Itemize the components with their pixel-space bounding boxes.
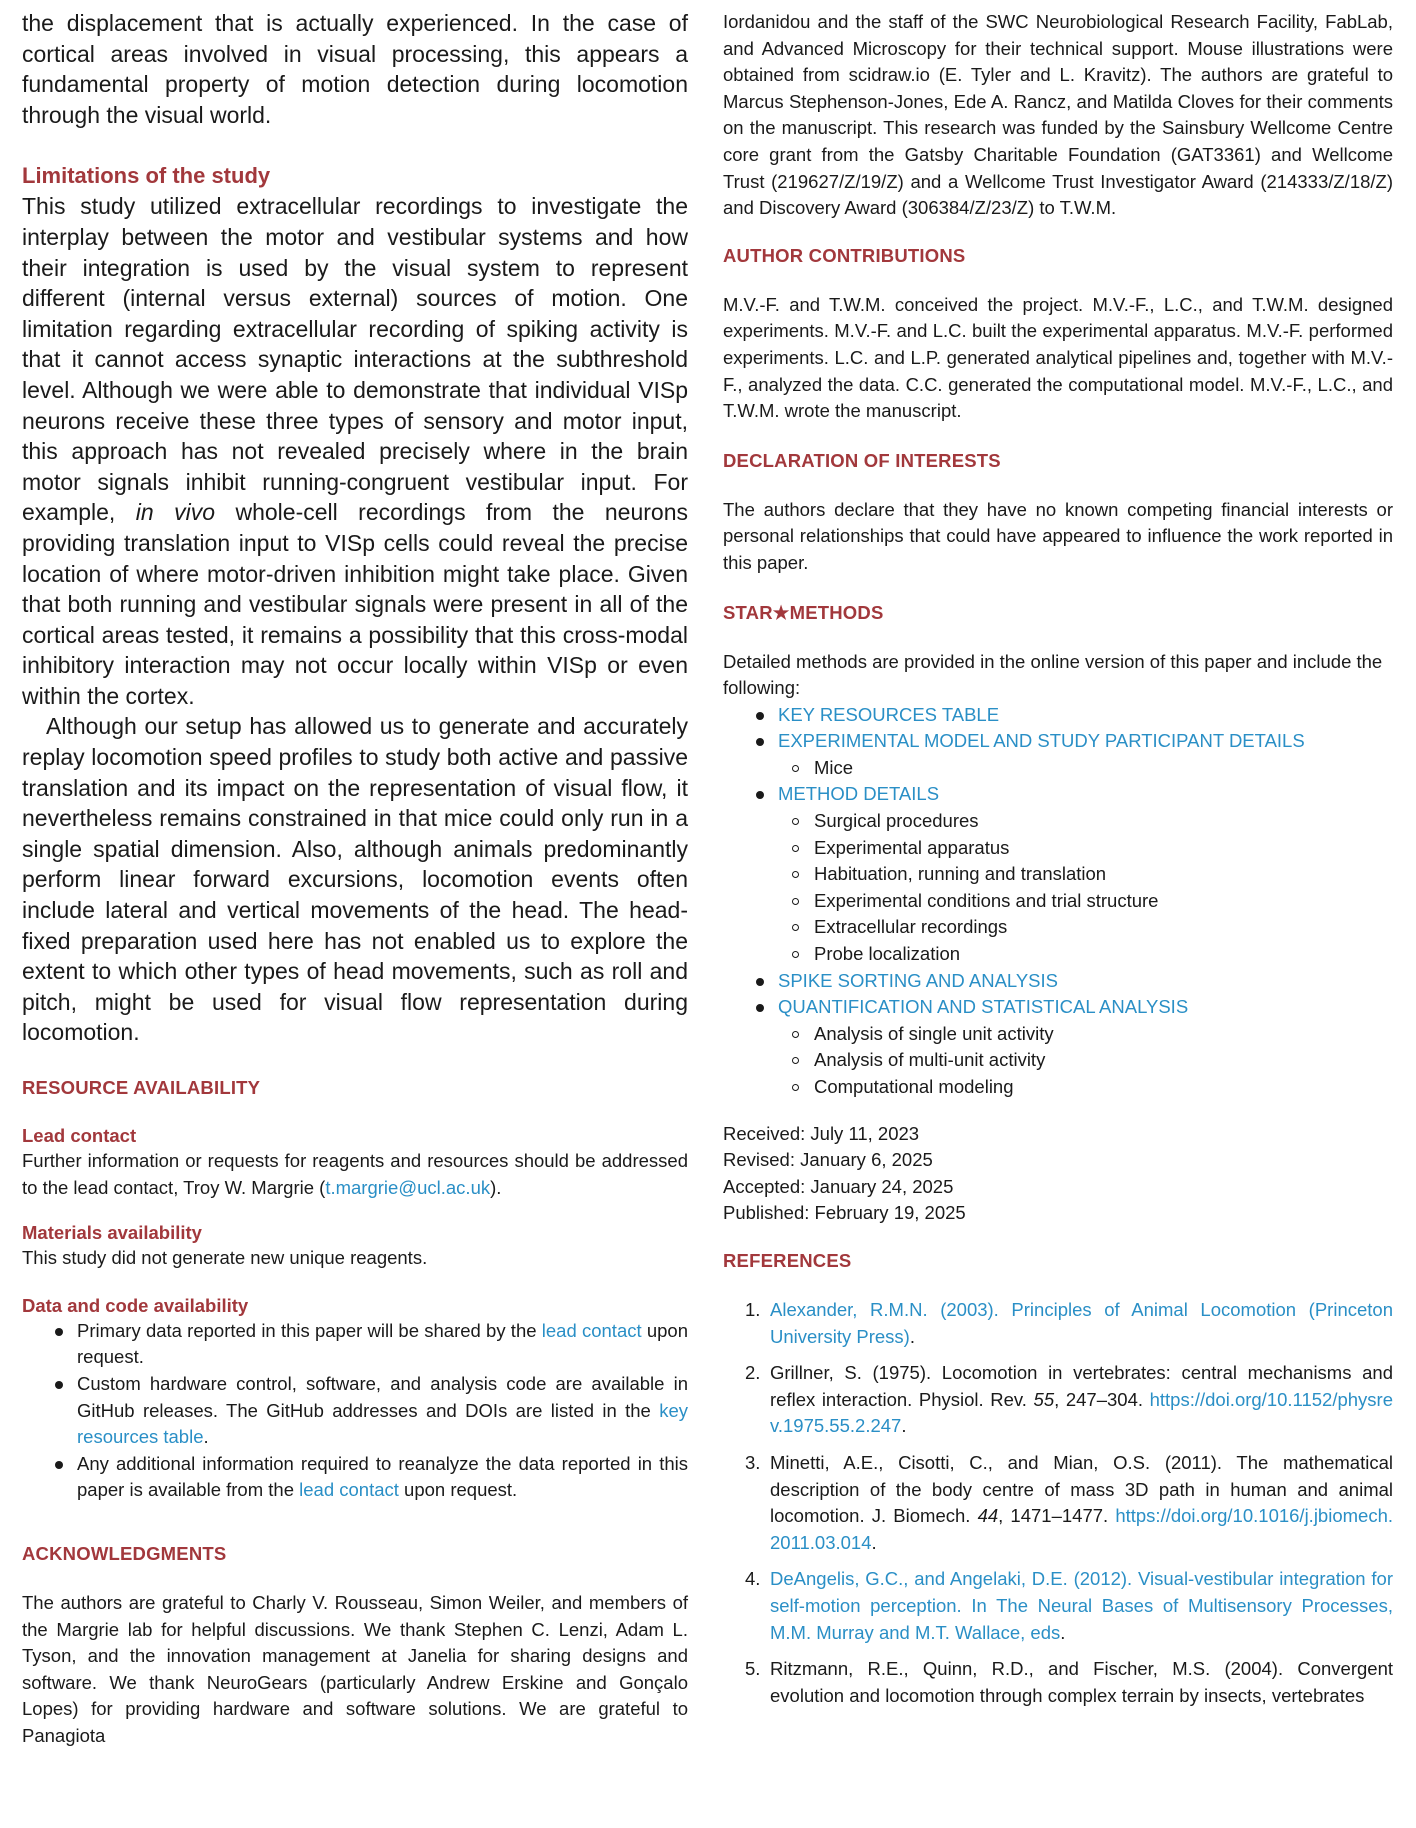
methods-item	[756, 968, 1393, 995]
data-code-availability-list	[55, 1318, 688, 1504]
circle-bullet-icon	[792, 871, 799, 878]
methods-item	[756, 728, 1393, 755]
bullet-icon	[756, 712, 764, 720]
methods-section-link[interactable]: SPIKE SORTING AND ANALYSIS	[778, 969, 1058, 991]
acknowledgments-heading: ACKNOWLEDGMENTS	[22, 1542, 227, 1564]
circle-bullet-icon	[792, 818, 799, 825]
left-column	[22, 0, 688, 1750]
methods-item	[756, 994, 1393, 1021]
bullet-icon	[55, 1381, 63, 1389]
references-heading: REFERENCES	[723, 1249, 852, 1271]
reference-item: 5. Ritzmann, R.E., Quinn, R.D., and Fischer, M.S. (2004). Convergent evolution and locomotion through complex terrain by insects, vertebrates	[745, 1658, 1393, 1706]
circle-bullet-icon	[792, 898, 799, 905]
methods-section-link[interactable]: QUANTIFICATION AND STATISTICAL ANALYSIS	[778, 996, 1189, 1018]
limitations-paragraph-1: This study utilized extracellular recordings to investigate the interplay between the motor and vestibular systems and how their integration is used by the visual system to represent different (internal versus external) sources of motion. One limitation regarding extracellular recording of spiking activity is that it cannot access synaptic interactions at the subthreshold level. Although we were able to demonstrate that individual VISp neurons receive these three types of sensory and motor input, this approach has not revealed precisely where in the brain motor signals inhibit running-congruent vestibular input. For example, in vivo whole-cell recordings from the neurons providing translation input to VISp cells could reveal the precise location of where motor-driven inhibition might take place. Given that both running and vestibular signals were present in all of the cortical areas tested, it remains a possibility that this cross-modal inhibitory interaction may not occur locally within VISp or even within the cortex.	[22, 193, 688, 709]
methods-section-link[interactable]: EXPERIMENTAL MODEL AND STUDY PARTICIPANT DETAILS	[778, 730, 1305, 752]
methods-subitem	[756, 941, 1393, 968]
lead-contact-link[interactable]: lead contact	[541, 1319, 642, 1341]
lead-contact-email-link[interactable]: t.margrie@ucl.ac.uk	[325, 1176, 491, 1198]
data-code-availability-heading: Data and code availability	[22, 1294, 249, 1316]
methods-section-link[interactable]: METHOD DETAILS	[778, 783, 940, 805]
methods-subitem-label: Computational modeling	[814, 1076, 1014, 1097]
resource-availability-heading: RESOURCE AVAILABILITY	[22, 1077, 261, 1098]
lead-contact-text: Further information or requests for reagents and resources should be addressed to the lead contact, Troy W. Margrie (t.margrie@ucl.ac.uk).	[22, 1150, 688, 1198]
right-column	[723, 0, 1393, 1719]
key-resources-table-link[interactable]: key resources table	[77, 1399, 688, 1448]
methods-subitem-label: Surgical procedures	[814, 810, 979, 832]
date-revised: Revised: January 6, 2025	[723, 1149, 933, 1171]
materials-availability-text: This study did not generate new unique reagents.	[22, 1247, 428, 1269]
reference-item: 4. DeAngelis, G.C., and Angelaki, D.E. (2012). Visual-vestibular integration for self-motion perception. In The Neural Bases of Multisensory Processes, M.M. Murray and M.T. Wallace, eds.	[745, 1568, 1393, 1643]
methods-item	[756, 781, 1393, 808]
methods-subitem-label: Analysis of multi-unit activity	[814, 1049, 1046, 1071]
reference-item: 1. Alexander, R.M.N. (2003). Principles of Animal Locomotion (Princeton University Press).	[745, 1298, 1393, 1347]
lead-contact-link[interactable]: lead contact	[299, 1479, 399, 1501]
methods-subitem-label: Mice	[814, 756, 854, 778]
bullet-icon	[756, 738, 764, 746]
methods-subitem	[756, 835, 1393, 862]
methods-section-link[interactable]: KEY RESOURCES TABLE	[778, 703, 1000, 725]
circle-bullet-icon	[792, 1031, 799, 1038]
reference-item: 2. Grillner, S. (1975). Locomotion in vertebrates: central mechanisms and reflex interaction. Physiol. Rev. 55, 247–304. https://doi.org/10.1152/physrev.1975.55.2.247.	[745, 1362, 1393, 1437]
methods-item	[756, 702, 1393, 729]
intro-paragraph: the displacement that is actually experienced. In the case of cortical areas involved in visual processing, this appears a fundamental property of motion detection during locomotion through the visual world.	[22, 10, 688, 128]
reference-link[interactable]: DeAngelis, G.C., and Angelaki, D.E. (2012). Visual-vestibular integration for self-motion perception. In The Neural Bases of Multisensory Processes, M.M. Murray and M.T. Wallace, eds	[770, 1568, 1393, 1643]
methods-subitem	[756, 888, 1393, 915]
list-item: Primary data reported in this paper will be shared by the lead contact upon request.	[55, 1318, 688, 1371]
circle-bullet-icon	[792, 1057, 799, 1064]
methods-subitem	[756, 1074, 1393, 1101]
methods-subitem	[756, 1021, 1393, 1048]
acknowledgments-text: The authors are grateful to Charly V. Rousseau, Simon Weiler, and members of the Margrie lab for helpful discussions. We thank Stephen C. Lenzi, Adam L. Tyson, and the innovation management at Janelia for sharing designs and software. We thank NeuroGears (particularly Andrew Erskine and Gonçalo Lopes) for providing hardware and software solutions. We are grateful to Panagiota	[22, 1591, 688, 1746]
circle-bullet-icon	[792, 951, 799, 958]
author-contributions-heading: AUTHOR CONTRIBUTIONS	[723, 244, 966, 266]
acknowledgments-continued: Iordanidou and the staff of the SWC Neurobiological Research Facility, FabLab, and Advanced Microscopy for their technical support. Mouse illustrations were obtained from scidraw.io (E. Tyler and L. Kravitz). The authors are grateful to Marcus Stephenson-Jones, Ede A. Rancz, and Matilda Cloves for their comments on the manuscript. This research was funded by the Sainsbury Wellcome Centre core grant from the Gatsby Charitable Foundation (GAT3361) and Wellcome Trust (219627/Z/19/Z) and a Wellcome Trust Investigator Award (214333/Z/18/Z) and Discovery Award (306384/Z/23/Z) to T.W.M.	[723, 11, 1393, 219]
methods-subitem	[756, 914, 1393, 941]
methods-subitem-label: Experimental apparatus	[814, 836, 1010, 858]
methods-subitem-label: Experimental conditions and trial structure	[814, 889, 1159, 911]
methods-subitem-label: Extracellular recordings	[814, 916, 1008, 938]
bullet-icon	[756, 791, 764, 799]
circle-bullet-icon	[792, 845, 799, 852]
date-published: Published: February 19, 2025	[723, 1202, 966, 1224]
date-received: Received: July 11, 2023	[723, 1122, 920, 1144]
bullet-icon	[55, 1328, 63, 1336]
declaration-of-interests-text: The authors declare that they have no known competing financial interests or personal relationships that could have appeared to influence the work reported in this paper.	[723, 498, 1393, 573]
star-methods-list	[756, 702, 1393, 1101]
bullet-icon	[55, 1461, 63, 1469]
list-item: Custom hardware control, software, and analysis code are available in GitHub releases. The GitHub addresses and DOIs are listed in the key resources table.	[55, 1371, 688, 1451]
doi-link[interactable]: https://doi.org/10.1016/j.jbiomech.2011.03.014	[770, 1505, 1393, 1553]
date-accepted: Accepted: January 24, 2025	[723, 1175, 954, 1197]
star-methods-intro: Detailed methods are provided in the online version of this paper and include the following:	[723, 650, 1383, 699]
star-icon: ★	[772, 601, 790, 623]
circle-bullet-icon	[792, 1084, 799, 1091]
reference-link[interactable]: Alexander, R.M.N. (2003). Principles of Animal Locomotion (Princeton University Press)	[770, 1298, 1393, 1347]
doi-link[interactable]: https://doi.org/10.1152/physrev.1975.55.2.247	[770, 1388, 1393, 1437]
bullet-icon	[756, 978, 764, 986]
article-dates	[723, 1121, 1393, 1227]
methods-subitem	[756, 755, 1393, 782]
methods-subitem	[756, 861, 1393, 888]
circle-bullet-icon	[792, 924, 799, 931]
limitations-paragraph-2: Although our setup has allowed us to generate and accurately replay locomotion speed profiles to study both active and passive translation and its impact on the representation of visual flow, it nevertheless remains constrained in that mice could only run in a single spatial dimension. Also, although animals predominantly perform linear forward excursions, locomotion events often include lateral and vertical movements of the head. The head-fixed preparation used here has not enabled us to explore the extent to which other types of head movements, such as roll and pitch, might be used for visual flow representation during locomotion.	[22, 713, 688, 1046]
author-contributions-text: M.V.-F. and T.W.M. conceived the project. M.V.-F., L.C., and T.W.M. designed experiments. M.V.-F. and L.C. built the experimental apparatus. M.V.-F. performed experiments. L.C. and L.P. generated analytical pipelines and, together with M.V.-F., analyzed the data. C.C. generated the computational model. M.V.-F., L.C., and T.W.M. wrote the manuscript.	[723, 293, 1393, 422]
references-list	[723, 1297, 1393, 1709]
limitations-heading: Limitations of the study	[22, 163, 271, 189]
reference-item: 3. Minetti, A.E., Cisotti, C., and Mian, O.S. (2011). The mathematical description of the body centre of mass 3D path in human and animal locomotion. J. Biomech. 44, 1471–1477. https://doi.org/10.1016/j.jbiomech.2011.03.014.	[745, 1451, 1393, 1553]
list-item: Any additional information required to reanalyze the data reported in this paper is available from the lead contact upon request.	[55, 1451, 688, 1504]
methods-subitem-label: Habituation, running and translation	[814, 863, 1107, 885]
star-methods-heading: STAR★METHODS	[723, 601, 884, 623]
declaration-of-interests-heading: DECLARATION OF INTERESTS	[723, 449, 1001, 471]
methods-subitem	[756, 808, 1393, 835]
materials-availability-heading: Materials availability	[22, 1222, 202, 1244]
bullet-icon	[756, 1004, 764, 1012]
methods-subitem	[756, 1047, 1393, 1074]
methods-subitem-label: Probe localization	[814, 943, 961, 965]
circle-bullet-icon	[792, 765, 799, 772]
lead-contact-heading: Lead contact	[22, 1125, 137, 1146]
methods-subitem-label: Analysis of single unit activity	[814, 1022, 1054, 1044]
